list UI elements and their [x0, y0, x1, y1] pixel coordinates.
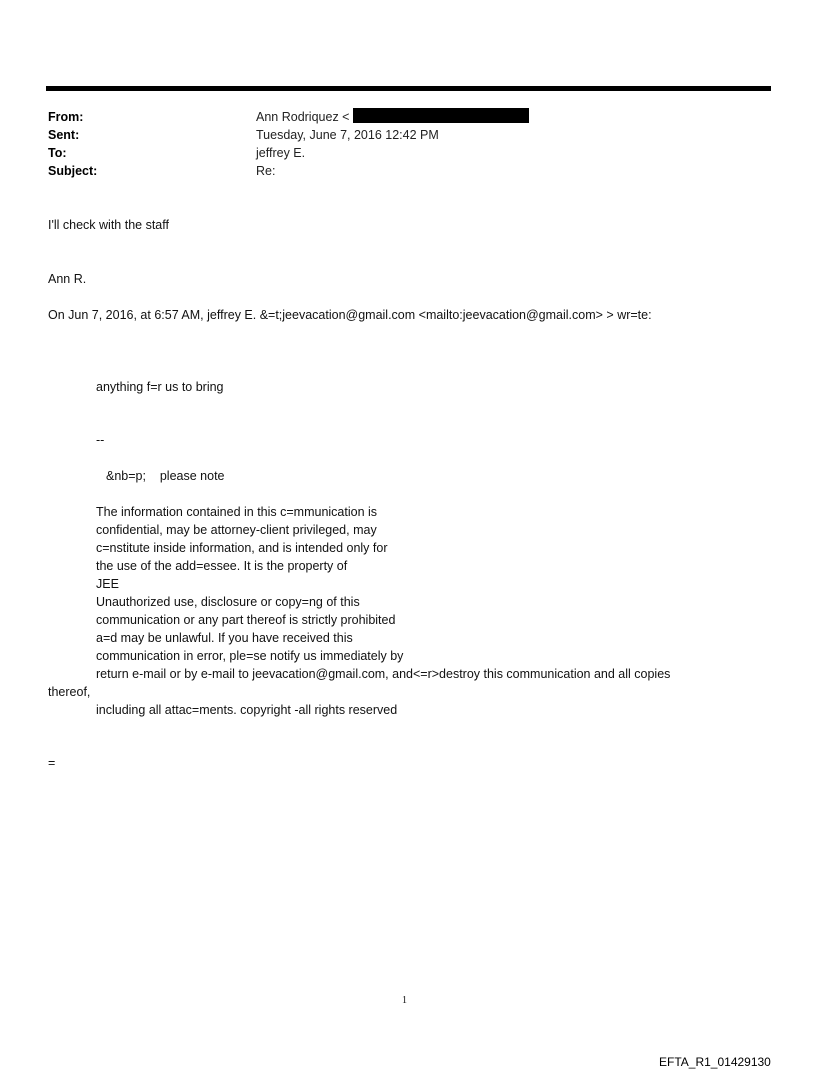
dash-separator: --: [96, 433, 105, 447]
header-rule: [46, 86, 771, 91]
disclaimer-wrap: thereof,: [48, 685, 91, 699]
disclaimer-line: Unauthorized use, disclosure or copy=ng of this: [96, 595, 360, 609]
disclaimer-line: communication or any part thereof is strictly prohibited: [96, 613, 396, 627]
to-label: To:: [48, 146, 67, 160]
disclaimer-last-line: including all attac=ments. copyright -all rights reserved: [96, 703, 398, 717]
page-number: 1: [402, 995, 407, 1006]
disclaimer-line: a=d may be unlawful. If you have received this: [96, 631, 353, 645]
disclaimer-line: The information contained in this c=mmunication is: [96, 505, 378, 519]
disclaimer-line: c=nstitute inside information, and is intended only for: [96, 541, 388, 555]
disclaimer-line: the use of the add=essee. It is the property of: [96, 559, 348, 573]
sent-value: Tuesday, June 7, 2016 12:42 PM: [256, 128, 439, 142]
sent-label: Sent:: [48, 128, 80, 142]
trailing-equals: =: [48, 756, 56, 770]
from-value: [256, 108, 529, 126]
quoted-message: anything f=r us to bring: [96, 380, 224, 394]
from-name: Ann Rodriquez <: [256, 110, 350, 124]
disclaimer-line: confidential, may be attorney-client privileged, may: [96, 523, 377, 537]
nbsp-note: &nb=p; please note: [106, 469, 225, 483]
subject-label: Subject:: [48, 164, 98, 178]
from-label: From:: [48, 110, 84, 124]
disclaimer-line: JEE: [96, 577, 119, 591]
redaction-box: [353, 108, 529, 123]
disclaimer-line: communication in error, ple=se notify us immediately by: [96, 649, 404, 663]
quote-intro: On Jun 7, 2016, at 6:57 AM, jeffrey E. &=t;jeevacation@gmail.com <mailto:jeevacation@gmail.com> > wr=te:: [48, 308, 652, 322]
document-id: EFTA_R1_01429130: [659, 1055, 771, 1069]
disclaimer-line: return e-mail or by e-mail to jeevacation@gmail.com, and<=r>destroy this communication and all copies: [96, 667, 671, 681]
subject-value: Re:: [256, 164, 276, 178]
reply-text: I'll check with the staff: [48, 218, 169, 232]
to-value: jeffrey E.: [256, 146, 306, 160]
signature: Ann R.: [48, 272, 87, 286]
